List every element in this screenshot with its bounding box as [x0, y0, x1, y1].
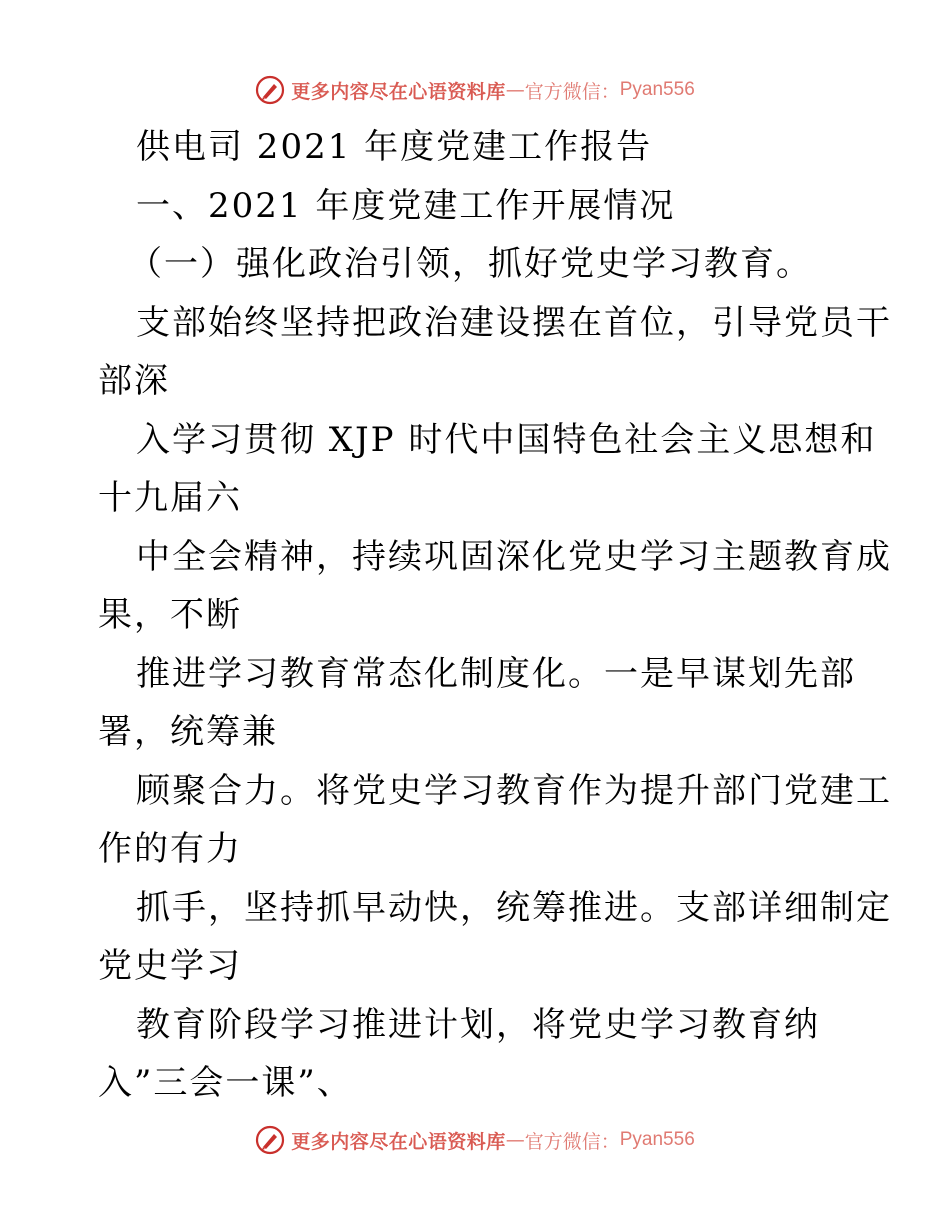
text-line: 一、2021 年度党建工作开展情况 [136, 185, 676, 226]
text-line: 入学习贯彻 XJP 时代中国特色社会主义思想和 [136, 419, 877, 460]
watermark-official: 官方微信： [524, 1130, 620, 1153]
text-line: 顾聚合力。将党史学习教育作为提升部门党建工 [136, 770, 892, 811]
watermark-separator: — [505, 1129, 525, 1151]
text-line: （一）强化政治引领，抓好党史学习教育。 [128, 244, 812, 284]
watermark-brand: 更多内容尽在心语资料库 [291, 1130, 506, 1153]
watermark-separator: — [505, 79, 525, 101]
watermark-brand: 更多内容尽在心语资料库 [291, 80, 506, 103]
watermark-wechat-id: Pyan556 [619, 79, 695, 100]
pen-logo-icon [255, 1125, 285, 1155]
pen-logo-icon [255, 75, 285, 105]
text-line: 支部始终坚持把政治建设摆在首位，引导党员干 [136, 302, 892, 343]
text-line: 作的有力 [98, 829, 242, 869]
text-line: 入”三会一课”、 [98, 1063, 353, 1103]
watermark-footer [0, 1122, 950, 1158]
text-line: 抓手，坚持抓早动快，统筹推进。支部详细制定 [136, 887, 892, 928]
text-line: 署，统筹兼 [98, 712, 278, 752]
text-line: 推进学习教育常态化制度化。一是早谋划先部 [136, 653, 856, 694]
watermark-header [0, 72, 950, 108]
text-line: 供电司 2021 年度党建工作报告 [136, 127, 653, 167]
text-line: 教育阶段学习推进计划，将党史学习教育纳 [136, 1004, 820, 1045]
text-line: 中全会精神，持续巩固深化党史学习主题教育成 [136, 536, 892, 577]
watermark-official: 官方微信： [524, 80, 620, 103]
text-line: 部深 [98, 361, 170, 401]
document-body [98, 118, 892, 1113]
watermark-wechat-id: Pyan556 [619, 1129, 695, 1150]
text-line: 果，不断 [98, 595, 242, 635]
text-line: 十九届六 [98, 478, 242, 518]
text-line: 党史学习 [98, 946, 242, 986]
